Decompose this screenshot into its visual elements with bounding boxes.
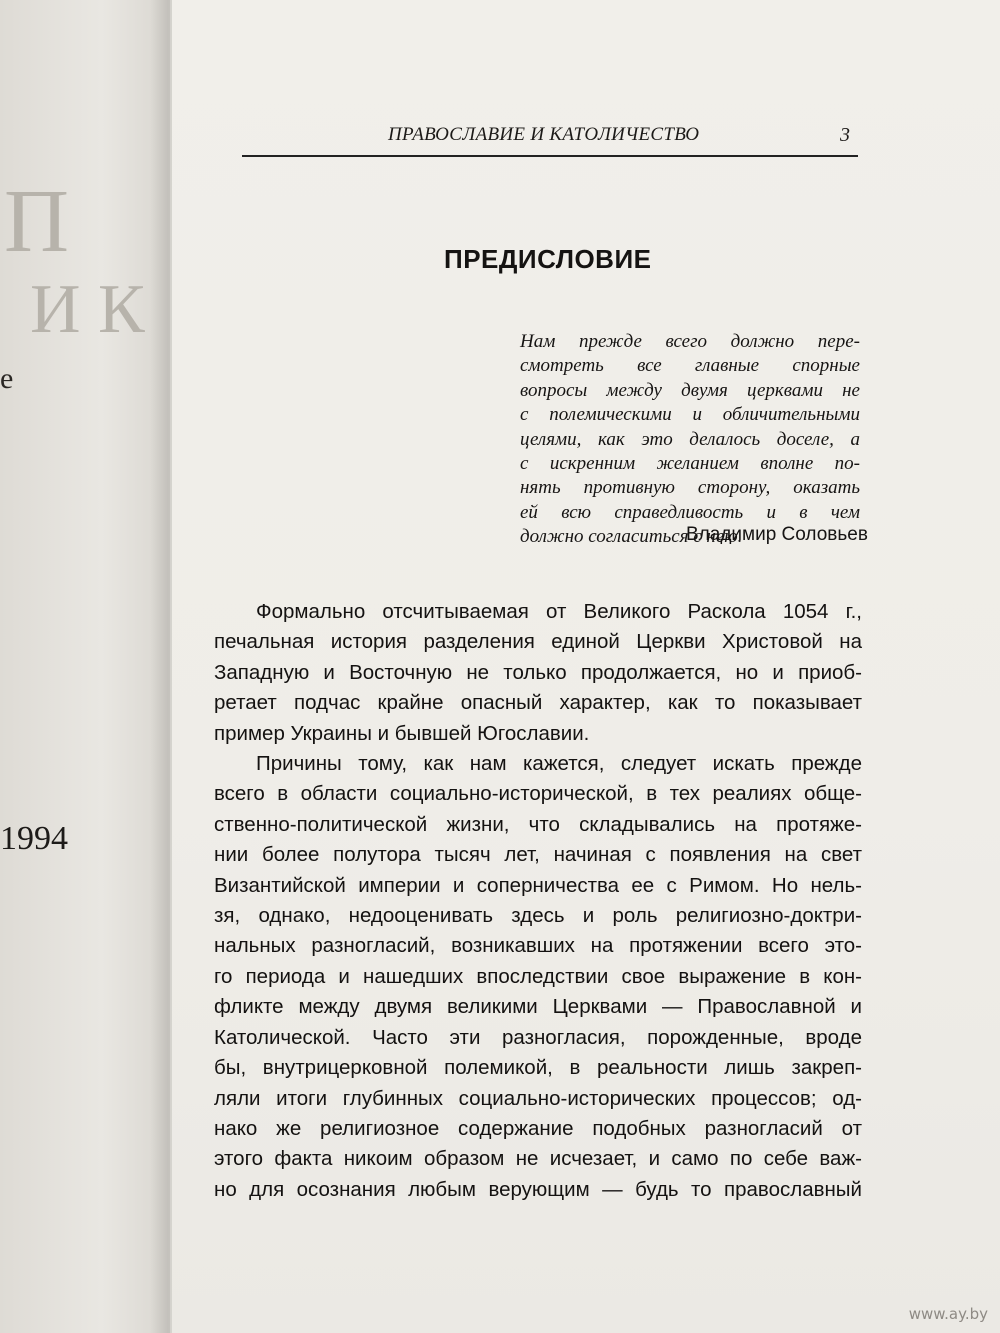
text-line: но для осознания любым верующим — будь то православный: [214, 1177, 862, 1201]
paragraph: [214, 597, 862, 749]
left-page-ghost-letters: И К: [30, 271, 145, 348]
epigraph-line: с полемическими и обличительными: [520, 404, 860, 426]
text-line: ственно-политической жизни, что складывались на протяже-: [214, 812, 862, 836]
body-text: [214, 597, 862, 1205]
text-line: всего в области социально-исторической, в тех реалиях обще-: [214, 782, 862, 806]
text-line: печальная история разделения единой Церкви Христовой на: [214, 630, 862, 654]
text-line: бы, внутрицерковной полемикой, в реальности лишь закреп-: [214, 1056, 862, 1080]
paragraph: [214, 749, 862, 1205]
epigraph-author: Владимир Соловьев: [686, 524, 868, 545]
page-number: 3: [840, 124, 850, 146]
text-line: Византийской империи и соперничества ее с Римом. Но нель-: [214, 873, 862, 897]
text-line: зя, однако, недооценивать здесь и роль религиозно-доктри-: [214, 904, 862, 928]
header-rule: [242, 155, 858, 157]
epigraph-line: вопросы между двумя церквами не: [520, 379, 860, 401]
epigraph-line: Нам прежде всего должно пере-: [520, 331, 860, 352]
left-page: [0, 0, 170, 1333]
running-header: [244, 124, 856, 154]
epigraph: [520, 330, 860, 550]
left-page-fragment: е: [0, 362, 14, 395]
epigraph-line: нять противную сторону, оказать: [520, 477, 860, 499]
text-line: этого факта никоим образом не исчезает, и само по себе важ-: [214, 1147, 862, 1171]
text-line: Католической. Часто эти разногласия, порожденные, вроде: [214, 1025, 862, 1049]
watermark: www.ay.by: [908, 1305, 988, 1323]
epigraph-line: должно согласиться с нею.: [520, 526, 743, 548]
text-line: нии более полутора тысяч лет, начиная с появления на свет: [214, 843, 862, 867]
epigraph-line: ей всю справедливость и в чем: [520, 501, 860, 523]
text-line: Причины тому, как нам кажется, следует искать прежде: [256, 752, 862, 776]
left-page-year: 1994: [0, 820, 68, 857]
epigraph-line: смотреть все главные спорные: [520, 355, 860, 377]
text-line: Западную и Восточную не только продолжается, но и приоб-: [214, 660, 862, 684]
text-line: фликте между двумя великими Церквами — Православной и: [214, 995, 862, 1019]
text-line: го периода и нашедших впоследствии свое выражение в кон-: [214, 964, 862, 988]
text-line: нальных разногласий, возникавших на протяжении всего это-: [214, 934, 862, 958]
epigraph-line: с искренним желанием вполне по-: [520, 453, 860, 475]
text-line: нако же религиозное содержание подобных разногласий от: [214, 1116, 862, 1140]
left-page-ghost-letter: П: [4, 172, 69, 271]
epigraph-line: целями, как это делалось доселе, а: [520, 428, 860, 450]
header-title: ПРАВОСЛАВИЕ И КАТОЛИЧЕСТВО: [388, 124, 700, 145]
text-line: пример Украины и бывшей Югославии.: [214, 721, 590, 745]
text-line: ретает подчас крайне опасный характер, как то показывает: [214, 691, 862, 715]
text-line: Формально отсчитываемая от Великого Раскола 1054 г.,: [256, 600, 862, 623]
text-line: ляли итоги глубинных социально-исторических процессов; од-: [214, 1086, 862, 1110]
section-title: ПРЕДИСЛОВИЕ: [444, 244, 652, 274]
